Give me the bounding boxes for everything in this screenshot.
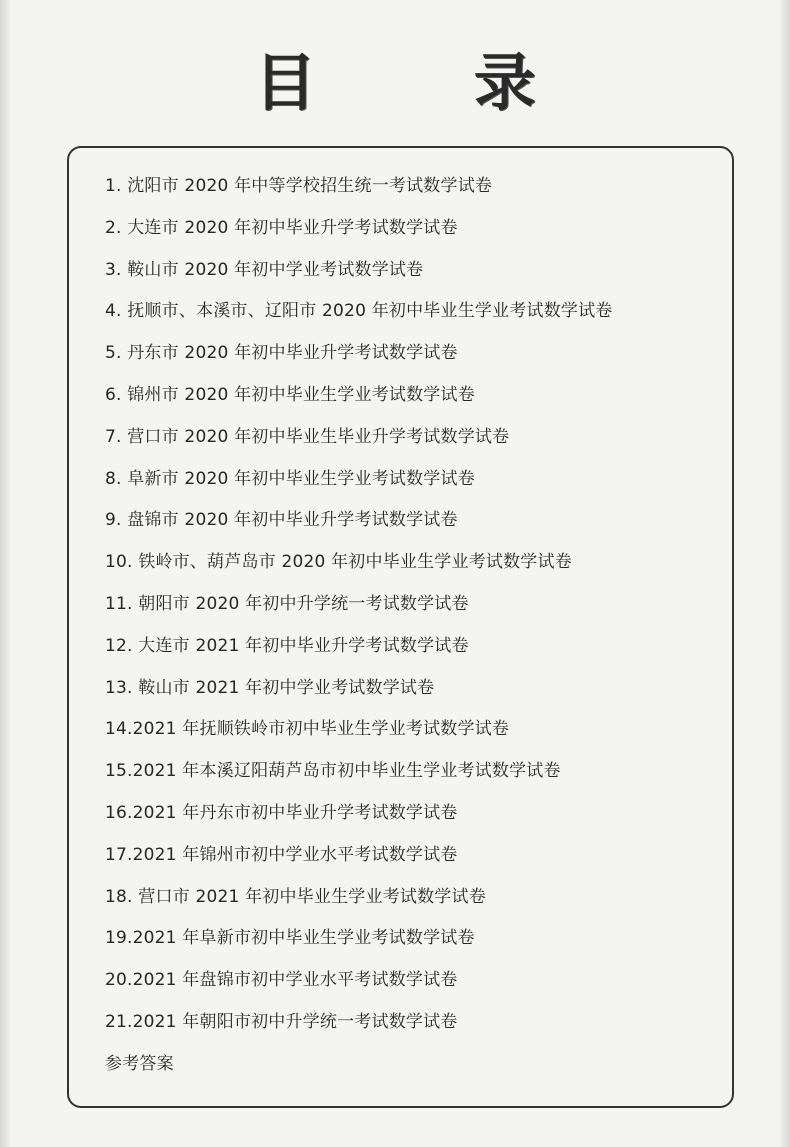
toc-item-13[interactable]: 13. 鞍山市 2021 年初中学业考试数学试卷 [105, 677, 435, 698]
toc-list [105, 170, 722, 1084]
page-edge-right [780, 0, 790, 1147]
toc-item-19[interactable]: 19.2021 年阜新市初中毕业生学业考试数学试卷 [105, 928, 475, 949]
toc-item-4[interactable]: 4. 抚顺市、本溪市、辽阳市 2020 年初中毕业生学业考试数学试卷 [105, 301, 613, 322]
table-of-contents [67, 146, 734, 1108]
toc-item-17[interactable]: 17.2021 年锦州市初中学业水平考试数学试卷 [105, 844, 458, 865]
toc-item-5[interactable]: 5. 丹东市 2020 年初中毕业升学考试数学试卷 [105, 343, 458, 364]
toc-item-16[interactable]: 16.2021 年丹东市初中毕业升学考试数学试卷 [105, 802, 458, 823]
toc-item-20[interactable]: 20.2021 年盘锦市初中学业水平考试数学试卷 [105, 970, 458, 991]
toc-item-7[interactable]: 7. 营口市 2020 年初中毕业生毕业升学考试数学试卷 [105, 426, 510, 447]
toc-item-2[interactable]: 2. 大连市 2020 年初中毕业升学考试数学试卷 [105, 217, 458, 238]
toc-item-15[interactable]: 15.2021 年本溪辽阳葫芦岛市初中毕业生学业考试数学试卷 [105, 761, 561, 782]
page-title: 目 录 [254, 46, 604, 119]
toc-item-1[interactable]: 1. 沈阳市 2020 年中等学校招生统一考试数学试卷 [105, 176, 493, 196]
toc-item-18[interactable]: 18. 营口市 2021 年初中毕业生学业考试数学试卷 [105, 886, 486, 907]
toc-item-8[interactable]: 8. 阜新市 2020 年初中毕业生学业考试数学试卷 [105, 468, 475, 489]
page-edge-left [0, 0, 10, 1147]
toc-item-14[interactable]: 14.2021 年抚顺铁岭市初中毕业生学业考试数学试卷 [105, 719, 510, 740]
toc-item-21[interactable]: 21.2021 年朝阳市初中升学统一考试数学试卷 [105, 1011, 458, 1032]
toc-item-6[interactable]: 6. 锦州市 2020 年初中毕业生学业考试数学试卷 [105, 384, 475, 405]
toc-item-12[interactable]: 12. 大连市 2021 年初中毕业升学考试数学试卷 [105, 635, 469, 656]
toc-item-10[interactable]: 10. 铁岭市、葫芦岛市 2020 年初中毕业生学业考试数学试卷 [105, 552, 572, 573]
toc-item-answers[interactable]: 参考答案 [105, 1053, 174, 1074]
toc-item-11[interactable]: 11. 朝阳市 2020 年初中升学统一考试数学试卷 [105, 593, 469, 614]
toc-item-3[interactable]: 3. 鞍山市 2020 年初中学业考试数学试卷 [105, 259, 424, 280]
toc-item-9[interactable]: 9. 盘锦市 2020 年初中毕业升学考试数学试卷 [105, 510, 458, 531]
